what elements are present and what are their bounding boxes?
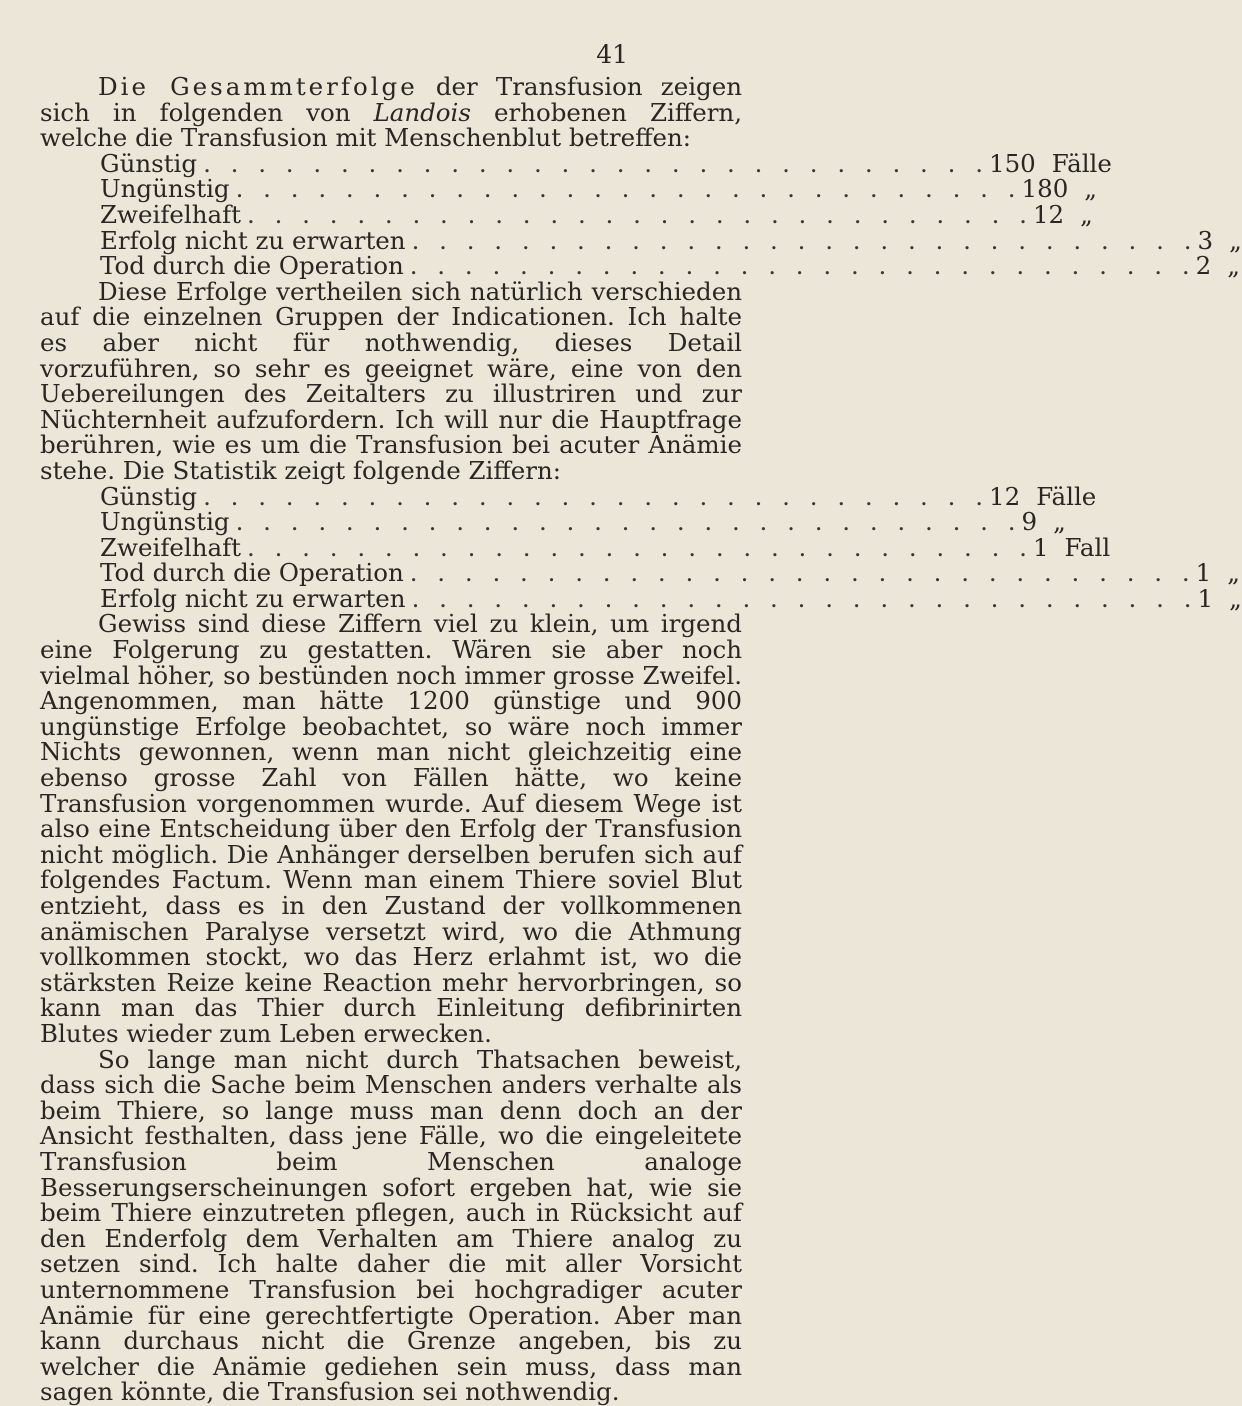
paragraph-discussion: Gewiss sind diese Ziffern viel zu klein, um irgend eine Folgerung zu gestatten. Wären sie aber noch vielmal höher, so bestünden noch immer grosse Zweifel. Angenommen, man hätte 1200 günstige und 900 ungünstige Erfolge beobachtet, so wäre noch immer Nichts gewonnen, wenn man nicht gleichzeitig eine ebenso grosse Zahl von Fällen hätte, wo keine Transfusion vorgenommen wurde. Auf diesem Wege ist also eine Entscheidung über den Erfolg der Transfusion nicht möglich. Die Anhänger derselben berufen sich auf folgendes Factum. Wenn man einem Thiere soviel Blut entzieht, dass es in den Zustand der vollkommenen anämischen Paralyse versetzt wird, wo die Athmung vollkommen stockt, wo das Herz erlahmt ist, wo die stärksten Reize keine Reaction mehr hervorbringen, so kann man das Thier durch Einleitung defibrinirten Blutes wieder zum Leben erwecken. (40, 609, 742, 1048)
row-unit: „ (1229, 583, 1242, 613)
table-row (100, 583, 1242, 613)
row-count: 12 (1032, 199, 1065, 229)
table-row (100, 507, 1066, 537)
page-number: 41 (596, 40, 628, 69)
intro-text-1: der Transfusion zeigen sich in folgenden von (40, 72, 742, 127)
table-row (100, 148, 1112, 178)
row-count: 1 (1032, 532, 1049, 562)
row-count: 9 (1021, 507, 1038, 537)
intro-paragraph (40, 74, 742, 151)
leader-dots: . . . . . . . . . . . . . . . . . . . . . . . . . . . . . (409, 558, 1196, 588)
row-unit: Fälle (1036, 481, 1097, 511)
table-row (100, 199, 1093, 229)
row-count: 12 (989, 481, 1021, 511)
row-count: 180 (1021, 174, 1069, 204)
intro-text-2: erhobenen Ziffern, welche die Transfusion mit Menschenblut betreffen: (40, 97, 742, 153)
row-unit: „ (1084, 174, 1097, 204)
row-label: Erfolg nicht zu erwarten (100, 583, 406, 613)
row-unit: „ (1229, 225, 1242, 255)
author-name: Landois (373, 97, 471, 127)
statistics-table-total (100, 148, 1242, 281)
row-label: Tod durch die Operation (100, 251, 404, 281)
row-label: Günstig (100, 148, 198, 178)
leader-dots: . . . . . . . . . . . . . . . . . . . . . . . . . . . . . (247, 532, 1033, 562)
table-row (100, 225, 1242, 255)
table-row (100, 481, 1097, 511)
leader-dots: . . . . . . . . . . . . . . . . . . . . . . . . . . . . . (235, 507, 1022, 537)
row-label: Zweifelhaft (100, 532, 242, 562)
row-label: Zweifelhaft (100, 199, 242, 229)
statistics-table-acute-anaemia (100, 481, 1242, 613)
spaced-heading-word: Die Gesammterfolge (98, 72, 418, 101)
row-unit: „ (1080, 199, 1093, 229)
row-label: Erfolg nicht zu erwarten (100, 225, 406, 255)
row-unit: Fälle (1051, 148, 1112, 178)
row-unit: „ (1227, 251, 1240, 281)
paragraph-distribution: Diese Erfolge vertheilen sich natürlich verschieden auf die einzelnen Gruppen der Indicationen. Ich halte es aber nicht für nothwendig, dieses Detail vorzuführen, so sehr es geeignet wäre, eine von den Uebereilungen des Zeitalters zu illustriren und zur Nüchternheit aufzufordern. Ich will nur die Hauptfrage berühren, wie es um die Transfusion bei acuter Anämie stehe. Die Statistik zeigt folgende Ziffern: (40, 276, 742, 485)
leader-dots: . . . . . . . . . . . . . . . . . . . . . . . . . . . . . (235, 174, 1022, 204)
row-count: 1 (1195, 558, 1212, 588)
row-label: Ungünstig (100, 174, 230, 204)
row-label: Tod durch die Operation (100, 558, 404, 588)
table-row (100, 174, 1097, 204)
leader-dots: . . . . . . . . . . . . . . . . . . . . . . . . . . . . . (203, 148, 989, 178)
row-count: 150 (989, 148, 1036, 178)
leader-dots: . . . . . . . . . . . . . . . . . . . . . . . . . . . . . (247, 199, 1033, 229)
leader-dots: . . . . . . . . . . . . . . . . . . . . . . . . . . . . . (409, 251, 1196, 281)
table-row (100, 251, 1240, 281)
row-label: Ungünstig (100, 507, 230, 537)
row-unit: „ (1227, 558, 1240, 588)
paragraph-conclusion: So lange man nicht durch Thatsachen beweist, dass sich die Sache beim Menschen anders verhalte als beim Thiere, so lange muss man denn doch an der Ansicht festhalten, dass jene Fälle, wo die eingeleitete Transfusion beim Menschen analoge Besserungserscheinungen sofort ergeben hat, wie sie beim Thiere einzutreten pflegen, auch in Rücksicht auf den Enderfolg dem Verhalten am Thiere analog zu setzen sind. Ich halte daher die mit aller Vorsicht unternommene Transfusion bei hochgradiger acuter Anämie für eine gerechtfertigte Operation. Aber man kann durchaus nicht die Grenze angeben, bis zu welcher die Anämie gediehen sein muss, dass man sagen könnte, die Transfusion sei nothwendig. (40, 1044, 742, 1406)
row-unit: „ (1053, 507, 1066, 537)
leader-dots: . . . . . . . . . . . . . . . . . . . . . . . . . . . . . (411, 583, 1198, 613)
row-count: 1 (1197, 583, 1214, 613)
leader-dots: . . . . . . . . . . . . . . . . . . . . . . . . . . . . . (411, 225, 1198, 255)
row-count: 2 (1195, 251, 1212, 281)
table-row (100, 558, 1240, 588)
row-count: 3 (1197, 225, 1214, 255)
table-row (100, 532, 1111, 562)
text-body (40, 72, 1242, 1406)
leader-dots: . . . . . . . . . . . . . . . . . . . . . . . . . . . . . (203, 481, 989, 511)
row-label: Günstig (100, 481, 198, 511)
row-unit: Fall (1064, 532, 1111, 562)
